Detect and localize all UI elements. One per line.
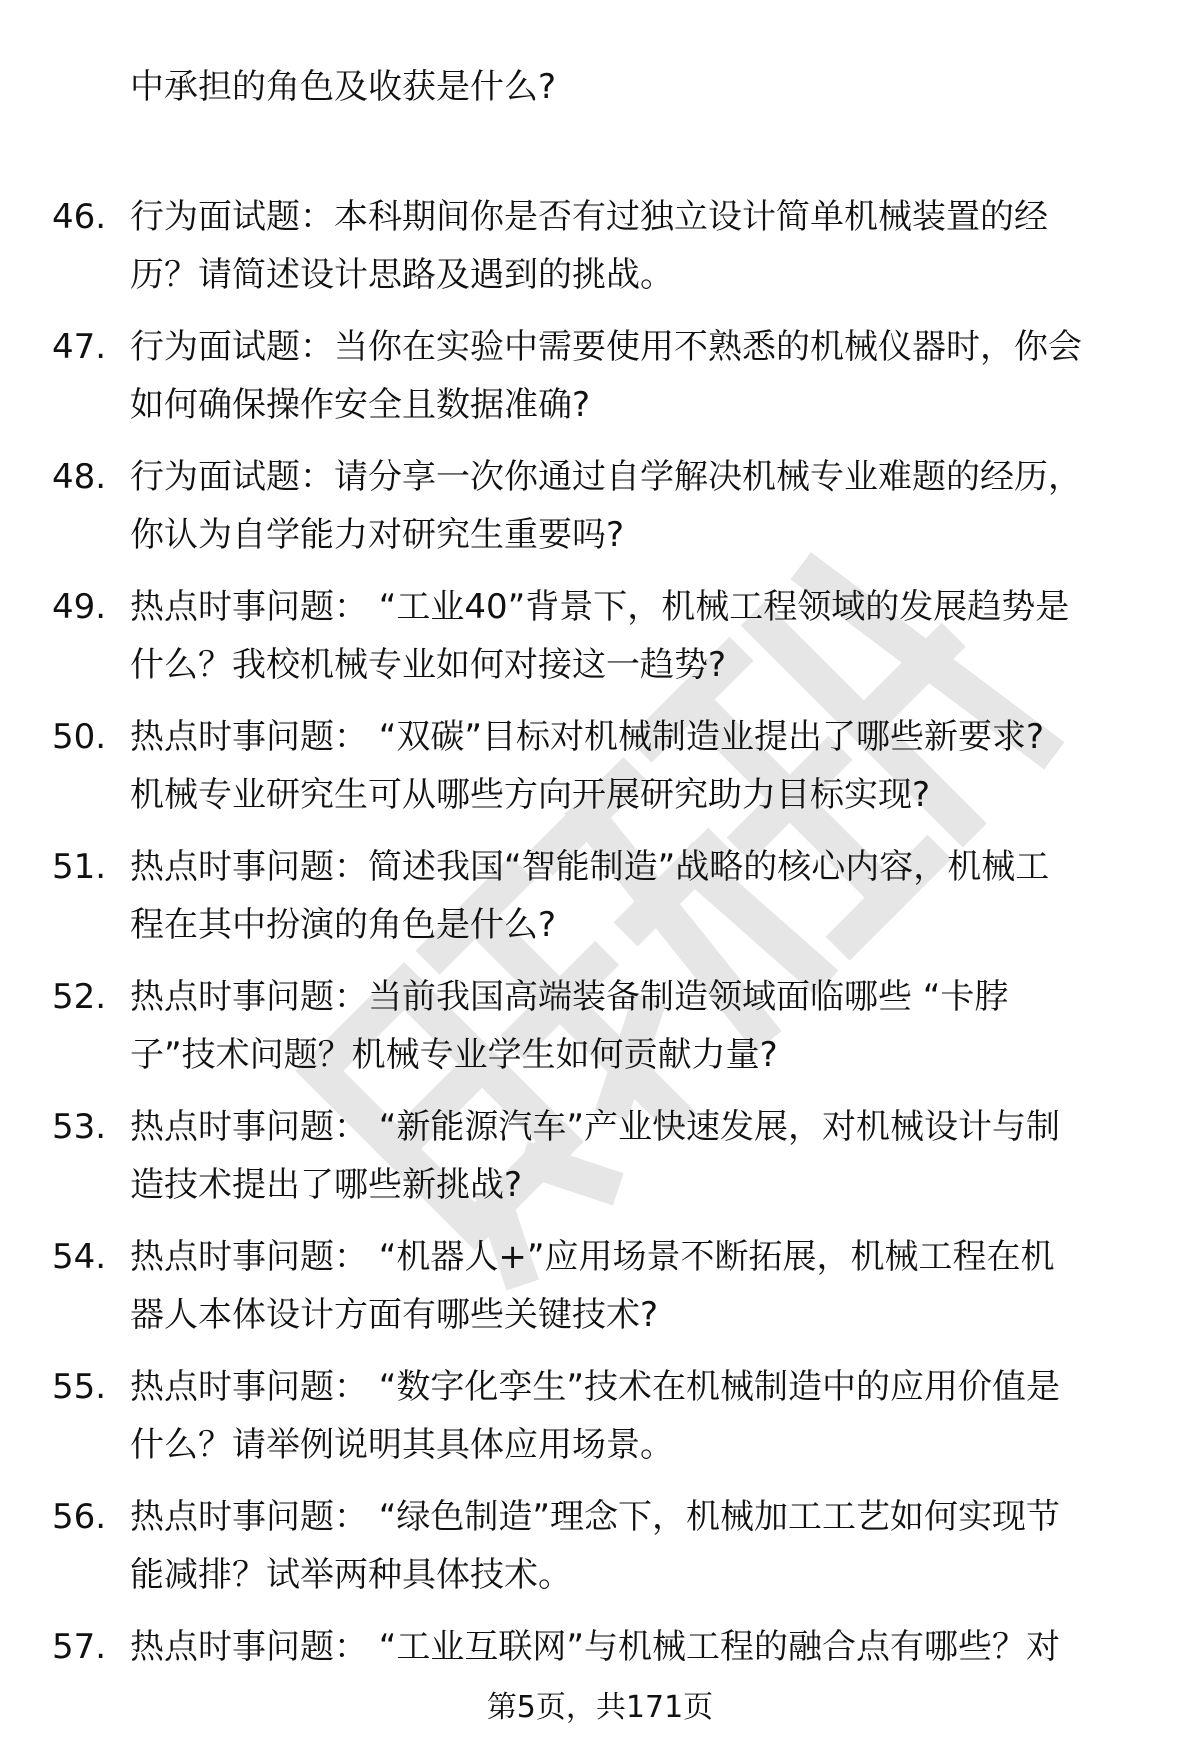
question-text — [130, 188, 1150, 304]
question-line: 器人本体设计方面有哪些关键技术? — [130, 1295, 659, 1335]
question-number: 50. — [52, 717, 107, 757]
question-line: 热点时事问题： “工业40”背景下，机械工程领域的发展趋势是 — [130, 587, 1070, 627]
question-number: 55. — [52, 1367, 107, 1407]
question-line: 行为面试题：本科期间你是否有过独立设计简单机械装置的经 — [130, 197, 1048, 237]
question-text — [130, 1488, 1150, 1604]
question-line: 热点时事问题： “绿色制造”理念下，机械加工工艺如何实现节 — [130, 1497, 1061, 1537]
question-line: 什么？请举例说明其具体应用场景。 — [130, 1425, 674, 1465]
question-list — [0, 188, 1200, 1748]
question-number: 54. — [52, 1237, 107, 1277]
question-number: 53. — [52, 1107, 107, 1147]
list-item — [0, 318, 1200, 448]
question-line: 程在其中扮演的角色是什么? — [130, 905, 557, 945]
question-number: 48. — [52, 457, 107, 497]
list-item — [0, 1098, 1200, 1228]
question-line: 热点时事问题： “数字化孪生”技术在机械制造中的应用价值是 — [130, 1367, 1061, 1407]
question-line: 能减排？试举两种具体技术。 — [130, 1555, 572, 1595]
question-number: 56. — [52, 1497, 107, 1537]
question-line: 行为面试题：请分享一次你通过自学解决机械专业难题的经历， — [130, 457, 1082, 497]
question-line: 机械专业研究生可从哪些方向开展研究助力目标实现? — [130, 775, 931, 815]
question-number: 52. — [52, 977, 107, 1017]
page-footer: 第5页，共171页 — [486, 1690, 714, 1725]
question-text — [130, 1228, 1150, 1344]
question-number: 49. — [52, 587, 107, 627]
list-item — [0, 1488, 1200, 1618]
question-line: 热点时事问题： “机器人+”应用场景不断拓展，机械工程在机 — [130, 1237, 1055, 1277]
question-text — [130, 708, 1150, 824]
question-text — [130, 1098, 1150, 1214]
question-line: 历？请简述设计思路及遇到的挑战。 — [130, 255, 674, 295]
question-number: 46. — [52, 197, 107, 237]
list-item — [0, 1618, 1200, 1748]
continuation-line: 中承担的角色及收获是什么? — [130, 67, 557, 107]
list-item — [0, 838, 1200, 968]
question-line: 造技术提出了哪些新挑战? — [130, 1165, 523, 1205]
question-line: 热点时事问题： “新能源汽车”产业快速发展，对机械设计与制 — [130, 1107, 1061, 1147]
question-line: 什么？我校机械专业如何对接这一趋势? — [130, 645, 727, 685]
list-item — [0, 1228, 1200, 1358]
question-text — [130, 838, 1150, 954]
list-item — [0, 1358, 1200, 1488]
question-text — [130, 578, 1150, 694]
question-number: 51. — [52, 847, 107, 887]
question-line: 热点时事问题：简述我国“智能制造”战略的核心内容，机械工 — [130, 847, 1050, 887]
question-text — [130, 968, 1150, 1084]
question-text — [130, 1358, 1150, 1474]
list-item — [0, 708, 1200, 838]
question-line: 热点时事问题：当前我国高端装备制造领域面临哪些 “卡脖 — [130, 977, 1009, 1017]
question-text — [130, 448, 1150, 564]
question-line: 如何确保操作安全且数据准确? — [130, 385, 591, 425]
question-line: 行为面试题：当你在实验中需要使用不熟悉的机械仪器时，你会 — [130, 327, 1082, 367]
list-item — [0, 188, 1200, 318]
question-text — [130, 1618, 1150, 1676]
list-item — [0, 578, 1200, 708]
question-line: 热点时事问题： “双碳”目标对机械制造业提出了哪些新要求? — [130, 717, 1045, 757]
question-text — [130, 318, 1150, 434]
question-line: 热点时事问题： “工业互联网”与机械工程的融合点有哪些？对 — [130, 1627, 1061, 1667]
question-line: 子”技术问题？机械专业学生如何贡献力量? — [130, 1035, 778, 1075]
question-line: 你认为自学能力对研究生重要吗? — [130, 515, 625, 555]
list-item — [0, 968, 1200, 1098]
question-number: 47. — [52, 327, 107, 367]
question-number: 57. — [52, 1627, 107, 1667]
list-item — [0, 448, 1200, 578]
